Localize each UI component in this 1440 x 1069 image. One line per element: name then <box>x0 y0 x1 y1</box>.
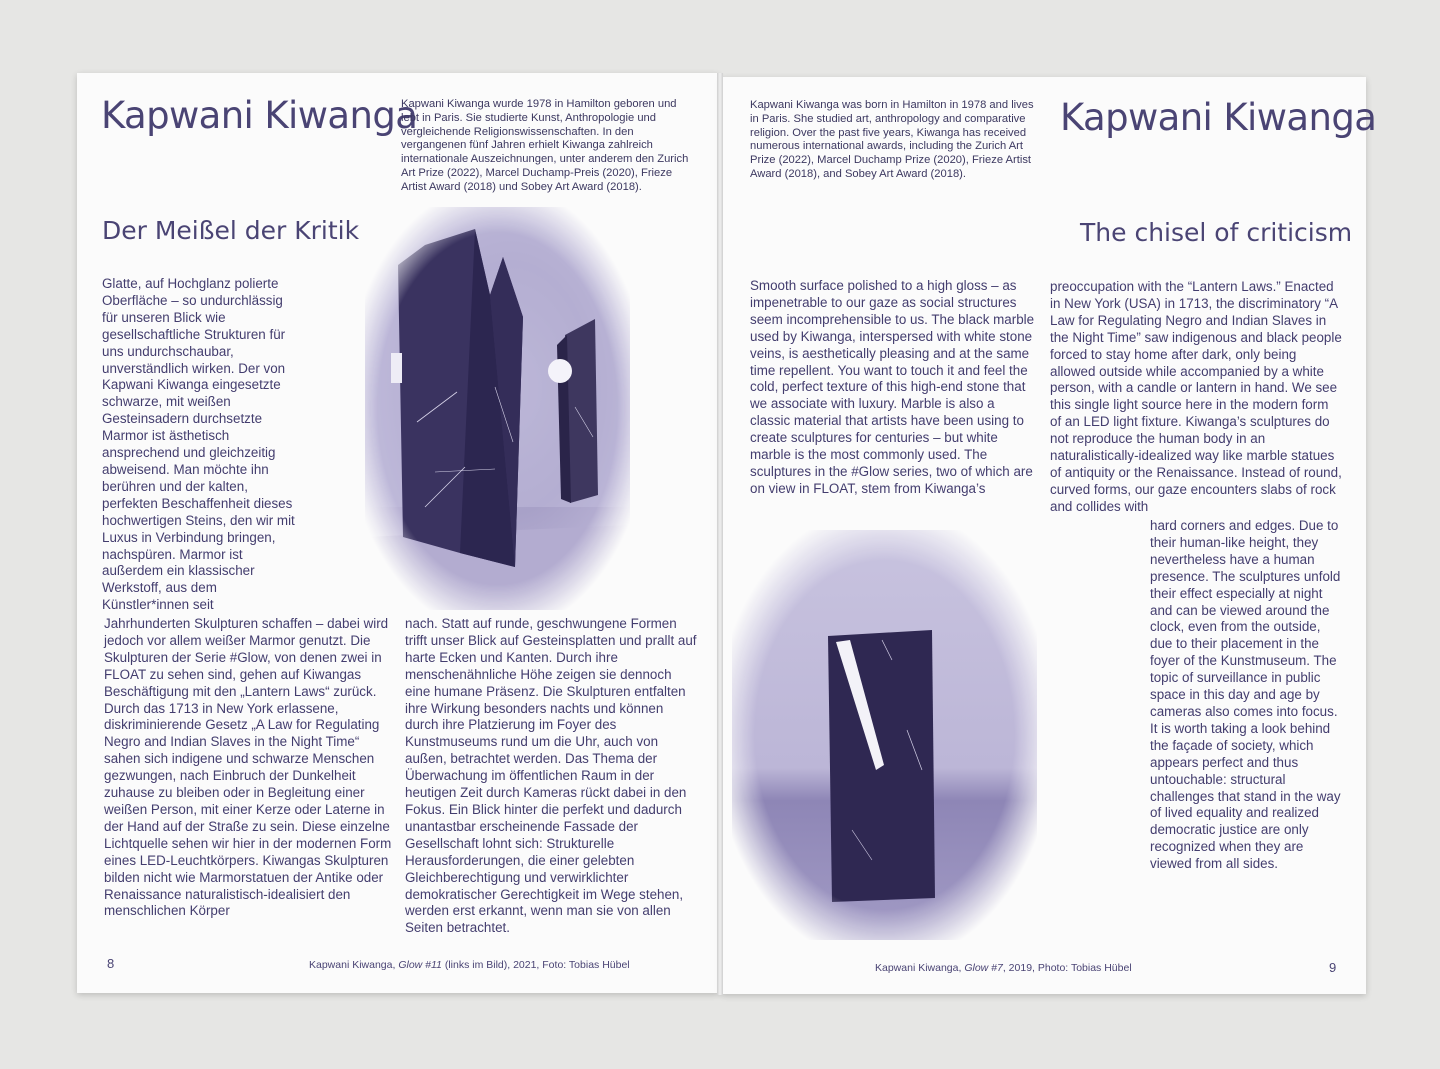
left-artist-bio: Kapwani Kiwanga wurde 1978 in Hamilton geboren und lebt in Paris. Sie studierte Kunst, Anthropologie und vergleichende Religionswissenschaften. In den vergangenen fünf Jahren erhielt Kiwanga zahlreich internationale Auszeichnungen, unter anderem den Zurich Art Prize (2022), Marcel Duchamp-Preis (2020), Frieze Artist Award (2018) und Sobey Art Award (2018). <box>401 98 689 193</box>
left-body-column-2: nach. Statt auf runde, geschwungene Formen trifft unser Blick auf Gesteinsplatten und prallt auf harte Ecken und Kanten. Durch ihre menschenähnliche Höhe zeigen sie dennoch eine humane Präsenz. Die Skulpturen entfalten ihre Wirkung besonders nachts und können durch ihre Platzierung im Foyer des Kunstmuseums rund um die Uhr, auch von außen, betrachtet werden. Das Thema der Überwachung im öffentlichen Raum in der heutigen Zeit durch Kameras rückt dabei in den Fokus. Ein Blick hinter die perfekt und dadurch unantastbar erscheinende Fassade der Gesellschaft lohnt sich: Strukturelle Herausforderungen, die einer gelebten Gleichberechtigung und verwirklichter demokratischer Gerechtigkeit im Wege stehen, werden erst erkannt, wenn man sie von allen Seiten betrachtet. <box>405 616 697 936</box>
right-body-column-2-bottom: hard corners and edges. Due to their human-like height, they nevertheless have a human presence. The sculptures unfold their effect especially at night and can be viewed around the clock, even from the outside, due to their placement in the foyer of the Kunstmuseum. The topic of surveillance in public space in this day and age by cameras also comes into focus. It is worth taking a look behind the façade of society, which appears perfect and thus untouchable: structural challenges that stand in the way of lived equality and realized democratic justice are only recognized when they are viewed from all sides. <box>1150 518 1341 872</box>
right-subtitle: The chisel of criticism <box>1080 218 1353 247</box>
caption-credit: , 2019, Photo: Tobias Hübel <box>1002 962 1132 974</box>
left-subtitle: Der Meißel der Kritik <box>102 216 360 245</box>
caption-work-title: Glow #7 <box>964 962 1003 974</box>
right-body-column-1: Smooth surface polished to a high gloss – as impenetrable to our gaze as social structures seem incomprehensible to us. The black marble used by Kiwanga, interspersed with white stone veins, is aesthetically pleasing and at the same time repellent. You want to touch it and feel the cold, perfect texture of this high-end stone that we associate with luxury. Marble is also a classic material that artists have been using to create sculptures for centuries – but white marble is the most commonly used. The sculptures in the #Glow series, two of which are on view in FLOAT, stem from Kiwanga’s <box>750 278 1035 496</box>
left-page-number: 8 <box>107 956 115 971</box>
caption-work-title: Glow #11 <box>398 959 442 971</box>
left-body-column-1-bottom: Jahrhunderten Skulpturen schaffen – dabei wird jedoch vor allem weißer Marmor genutzt. Die Skulpturen der Serie #Glow, von denen zwei in FLOAT zu sehen sind, gehen auf Kiwangas Beschäftigung mit den „Lantern Laws“ zurück. Durch das 1713 in New York erlassene, diskriminierende Gesetz „A Law for Regulating Negro and Indian Slaves in the Night Time“ sahen sich indigene und schwarze Menschen gezwungen, nach Einbruch der Dunkelheit zuhause zu bleiben oder in Begleitung einer weißen Person, mit einer Kerze oder Laterne in der Hand auf der Straße zu sein. Diese einzelne Lichtquelle sehen wir hier in der modernen Form eines LED-Leuchtkörpers. Kiwangas Skulpturen bilden nicht wie Marmorstatuen der Antike oder Renaissance naturalistisch-idealisiert den menschlichen Körper <box>104 616 392 919</box>
page-gutter <box>717 73 723 995</box>
right-page-number: 9 <box>1329 960 1337 975</box>
right-sculpture-photo <box>732 530 1037 940</box>
caption-artist: Kapwani Kiwanga, <box>875 962 965 974</box>
right-body-column-2-top: preoccupation with the “Lantern Laws.” Enacted in New York (USA) in 1713, the discriminatory “A Law for Regulating Negro and Indian Slaves in the Night Time” saw indigenous and black people forced to stay home after dark, only being allowed outside while accompanied by a white person, with a candle or lantern in hand. We see this single light source here in the modern form of an LED light fixture. Kiwanga’s sculptures do not reproduce the human body in an naturalistically-idealized way like marble statues of antiquity or the Renaissance. Instead of round, curved forms, our gaze encounters slabs of rock and collides with <box>1050 279 1342 514</box>
right-photo-caption <box>875 962 1132 975</box>
left-sculpture-photo <box>365 207 630 610</box>
right-page-title: Kapwani Kiwanga <box>1060 96 1377 139</box>
left-body-column-1-top: Glatte, auf Hochglanz polierte Oberfläche – so undurchlässig für unseren Blick wie gesellschaftliche Strukturen für uns undurchschaubar, unverständlich wirken. Der von Kapwani Kiwanga eingesetzte schwarze, mit weißen Gesteinsadern durchsetzte Marmor ist ästhetisch ansprechend und gleichzeitig abweisend. Man möchte ihn berühren und der kalten, perfekten Beschaffenheit dieses hochwertigen Steins, den wir mit Luxus in Verbindung bringen, nachspüren. Marmor ist außerdem ein klassischer Werkstoff, aus dem Künstler*innen seit <box>102 276 295 613</box>
right-artist-bio: Kapwani Kiwanga was born in Hamilton in 1978 and lives in Paris. She studied art, anthropology and comparative religion. Over the past five years, Kiwanga has received numerous international awards, including the Zurich Art Prize (2022), Marcel Duchamp Prize (2020), Frieze Artist Award (2018), and Sobey Art Award (2018). <box>750 99 1034 180</box>
left-photo-caption <box>309 959 630 972</box>
caption-artist: Kapwani Kiwanga, <box>309 959 399 971</box>
caption-credit: (links im Bild), 2021, Foto: Tobias Hübel <box>441 959 630 971</box>
left-page-title: Kapwani Kiwanga <box>101 94 418 137</box>
